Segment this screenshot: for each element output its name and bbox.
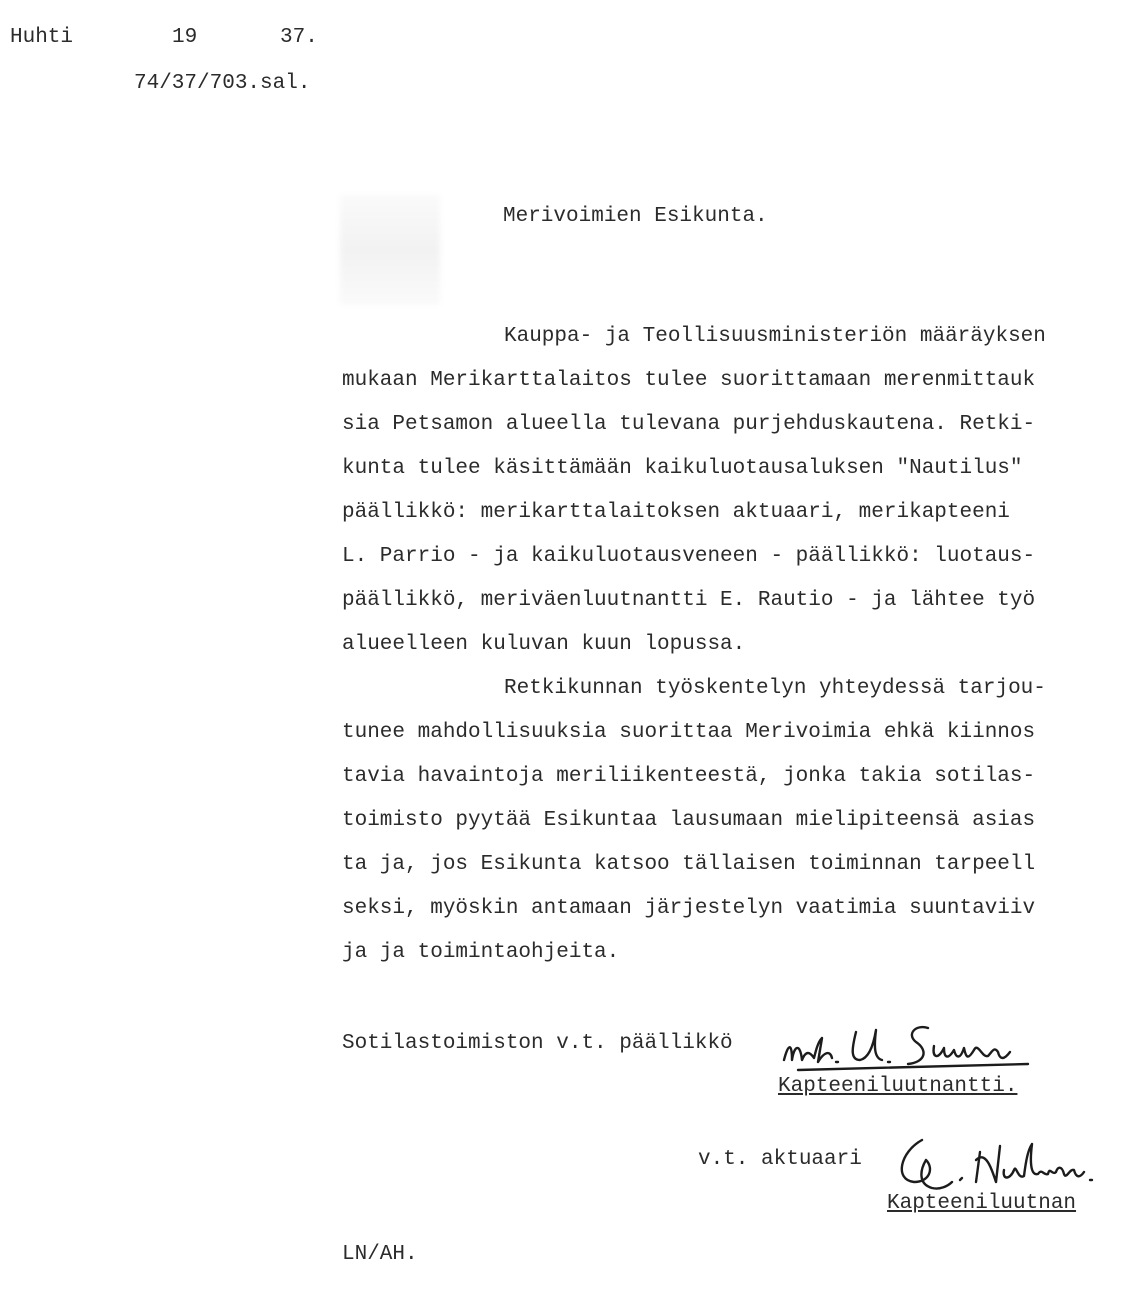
body-line: mukaan Merikarttalaitos tulee suorittamaan merenmittauk [342, 369, 1036, 392]
body-line: Retkikunnan työskentelyn yhteydessä tarjou- [504, 677, 1046, 700]
signature-1-handwriting [778, 1012, 1038, 1082]
paper-smudge [340, 195, 440, 305]
body-line: ta ja, jos Esikunta katsoo tällaisen toiminnan tarpeell [342, 853, 1036, 876]
body-line: tavia havaintoja meriliikenteestä, jonka takia sotilas- [342, 765, 1036, 788]
body-line: kunta tulee käsittämään kaikuluotausaluksen "Nautilus" [342, 457, 1023, 480]
date-month: Huhti [10, 26, 74, 49]
body-line: päällikkö: merikarttalaitoksen aktuaari, merikapteeni [342, 501, 1010, 524]
signature-1-title: Kapteeniluutnantti. [778, 1075, 1018, 1098]
typist-initials: LN/AH. [342, 1243, 418, 1266]
body-line: sia Petsamon alueella tulevana purjehduskautena. Retki- [342, 413, 1036, 436]
body-line: alueelleen kuluvan kuun lopussa. [342, 633, 746, 656]
signature-1-label: Sotilastoimiston v.t. päällikkö [342, 1032, 733, 1055]
body-line: toimisto pyytää Esikuntaa lausumaan mielipiteensä asias [342, 809, 1036, 832]
signature-2-label: v.t. aktuaari [698, 1148, 862, 1171]
body-line: ja ja toimintaohjeita. [342, 941, 620, 964]
signature-2-title: Kapteeniluutnan [887, 1192, 1077, 1215]
body-line: Kauppa- ja Teollisuusministeriön määräyksen [504, 325, 1046, 348]
date-day: 19 [172, 26, 198, 49]
body-line: päällikkö, meriväenluutnantti E. Rautio - ja lähtee työ [342, 589, 1036, 612]
body-line: L. Parrio - ja kaikuluotausveneen - päällikkö: luotaus- [342, 545, 1036, 568]
recipient: Merivoimien Esikunta. [503, 205, 768, 228]
date-year: 37. [280, 26, 318, 49]
body-line: seksi, myöskin antamaan järjestelyn vaatimia suuntaviiv [342, 897, 1036, 920]
letter-body [342, 315, 1102, 975]
reference-number: 74/37/703.sal. [134, 72, 311, 95]
signature-2-handwriting [892, 1130, 1102, 1200]
body-line: tunee mahdollisuuksia suorittaa Merivoimia ehkä kiinnos [342, 721, 1036, 744]
